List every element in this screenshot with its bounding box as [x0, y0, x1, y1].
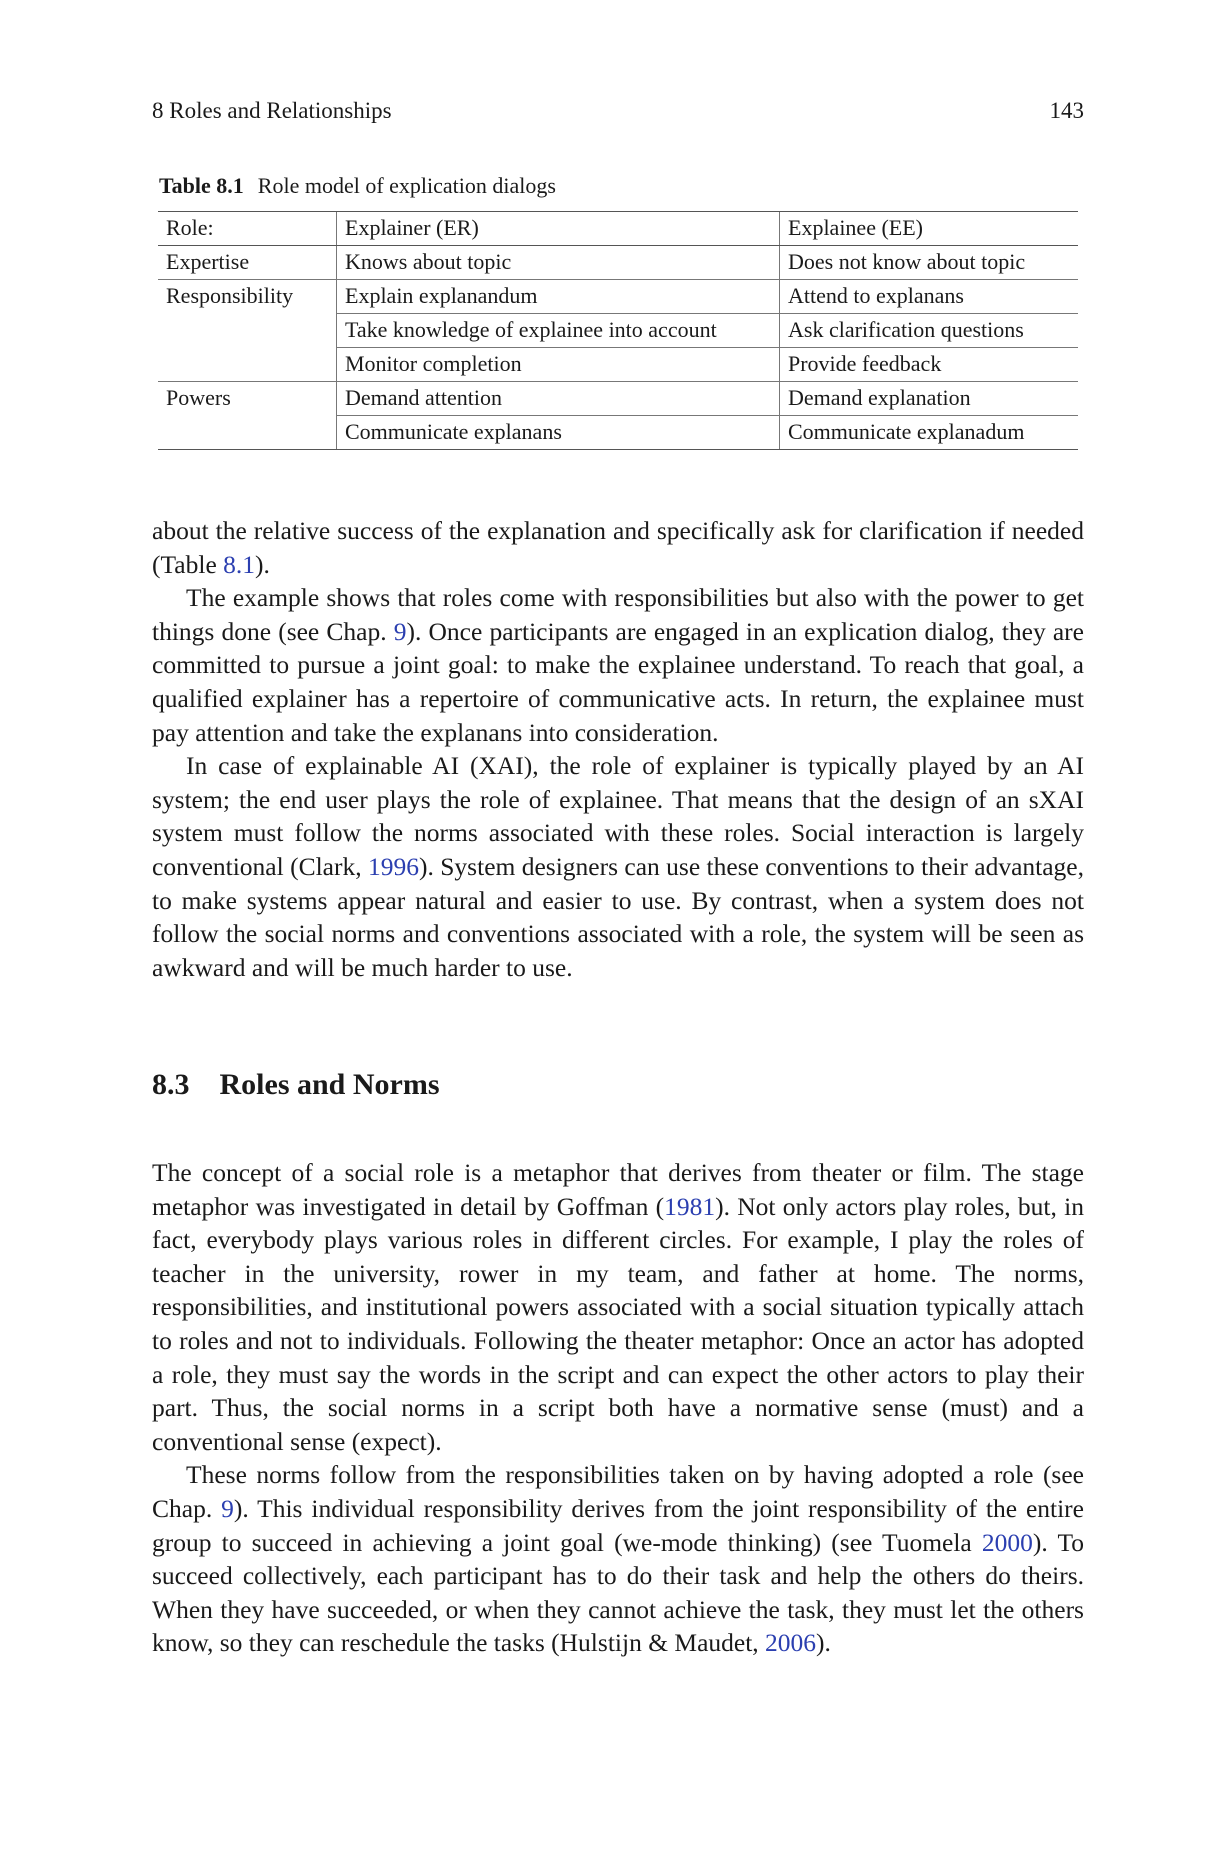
- table-cell: Attend to explanans: [780, 280, 1079, 314]
- paragraph: [152, 749, 1084, 984]
- table-caption: [159, 173, 556, 199]
- table-cell: [158, 314, 337, 348]
- table-cell: Take knowledge of explainee into account: [337, 314, 780, 348]
- paragraph-text: ).: [816, 1628, 831, 1658]
- page-number: 143: [1049, 98, 1084, 123]
- table-header-cell: Role:: [158, 212, 337, 246]
- table-cell: Does not know about topic: [780, 246, 1079, 280]
- table-row: [158, 246, 1078, 280]
- table-cell: Demand explanation: [780, 382, 1079, 416]
- paragraph-text: ). Once participants are engaged in an explication dialog, they are committed to pursue a joint goal: to make the explainee understand. To reach that goal, a qualified explainer has a repertoire of communicative acts. In return, the explainee must pay attention and take the explanans into consideration.: [152, 616, 1084, 747]
- table-cell: Ask clarification questions: [780, 314, 1079, 348]
- table-caption-text: Role model of explication dialogs: [257, 173, 556, 198]
- citation-link[interactable]: 2006: [765, 1628, 817, 1658]
- table-row: [158, 382, 1078, 416]
- citation-link[interactable]: 2000: [981, 1527, 1033, 1557]
- paragraph-text: ). Not only actors play roles, but, in fact, everybody plays various roles in different circles. For example, I play the roles of teacher in the university, rower in my team, and father at home. The norms, responsibilities, and institutional powers associated with a social situation typically attach to roles and not to individuals. Following the theater metaphor: Once an actor has adopted a role, they must say the words in the script and can expect the other actors to play their part. Thus, the social norms in a script both have a normative sense (must) and a conventional sense (expect).: [152, 1191, 1084, 1456]
- paragraph: [152, 514, 1084, 581]
- chapter-reference-link[interactable]: 9: [393, 616, 407, 646]
- paragraph-text: In case of explainable AI (XAI), the role of explainer is typically played by an AI system; the end user plays the role of explainee. That means that the design of an sXAI system must follow the norms associated with these roles. Social interaction is largely conventional (Clark,: [152, 751, 1084, 881]
- table-cell: Demand attention: [337, 382, 780, 416]
- paragraph-text: The concept of a social role is a metaphor that derives from theater or film. The stage metaphor was investigated in detail by Goffman (: [152, 1158, 1084, 1221]
- paragraph-text: ).: [255, 549, 270, 579]
- running-head-chapter: 8 Roles and Relationships: [152, 98, 392, 123]
- table-cell: Powers: [166, 385, 231, 410]
- table-cell: Responsibility: [166, 283, 294, 308]
- section-heading: [152, 1068, 440, 1102]
- table-row: [158, 280, 1078, 314]
- citation-link[interactable]: 1996: [368, 851, 419, 881]
- paragraph-text: The example shows that roles come with responsibilities but also with the power to get things done (see Chap.: [152, 583, 1084, 646]
- running-head: [152, 98, 1084, 124]
- body-text-upper: [152, 514, 1084, 984]
- table-header-cell: Explainer (ER): [337, 212, 780, 246]
- table-cell: Monitor completion: [337, 348, 780, 382]
- table-row: [158, 348, 1078, 382]
- section-title: Roles and Norms: [219, 1068, 440, 1101]
- table-cell: [158, 416, 337, 450]
- paragraph-text: ). This individual responsibility derives from the joint responsibility of the entire group to succeed in achieving a joint goal (we-mode thinking) (see Tuomela: [152, 1493, 1084, 1557]
- table-cell: Communicate explanans: [337, 416, 780, 450]
- paragraph-text: ). System designers can use these conventions to their advantage, to make systems appear natural and easier to use. By contrast, when a system does not follow the social norms and conventions associated with a role, the system will be seen as awkward and will be much harder to use.: [152, 851, 1084, 982]
- table-label: Table 8.1: [159, 173, 244, 198]
- paragraph-text: about the relative success of the explanation and specifically ask for clarification if needed (Table: [152, 516, 1084, 579]
- table-cell: Knows about topic: [337, 246, 780, 280]
- citation-link[interactable]: 1981: [664, 1191, 716, 1221]
- paragraph: [152, 581, 1084, 749]
- table-cell: [158, 348, 337, 382]
- chapter-reference-link[interactable]: 9: [221, 1493, 234, 1523]
- table-cell: Communicate explanadum: [780, 416, 1079, 450]
- table-reference-link[interactable]: 8.1: [223, 549, 256, 579]
- table-cell: Explain explanandum: [337, 280, 780, 314]
- table-header-row: [158, 212, 1078, 246]
- table-row: [158, 416, 1078, 450]
- table-row: [158, 314, 1078, 348]
- paragraph-text: These norms follow from the responsibilities taken on by having adopted a role (see Chap.: [152, 1460, 1084, 1523]
- paragraph: [152, 1458, 1084, 1660]
- table-cell: Provide feedback: [780, 348, 1079, 382]
- paragraph-text: ). To succeed collectively, each participant has to do their task and help the others do theirs. When they have succeeded, or when they cannot achieve the task, they must let the others know, so they can reschedule the tasks (Hulstijn & Maudet,: [152, 1527, 1085, 1658]
- table-cell: Expertise: [158, 246, 337, 280]
- role-model-table: [158, 211, 1078, 450]
- section-number: 8.3: [152, 1068, 190, 1101]
- table-header-cell: Explainee (EE): [780, 212, 1079, 246]
- body-text-lower: [152, 1156, 1084, 1660]
- paragraph: [152, 1156, 1084, 1458]
